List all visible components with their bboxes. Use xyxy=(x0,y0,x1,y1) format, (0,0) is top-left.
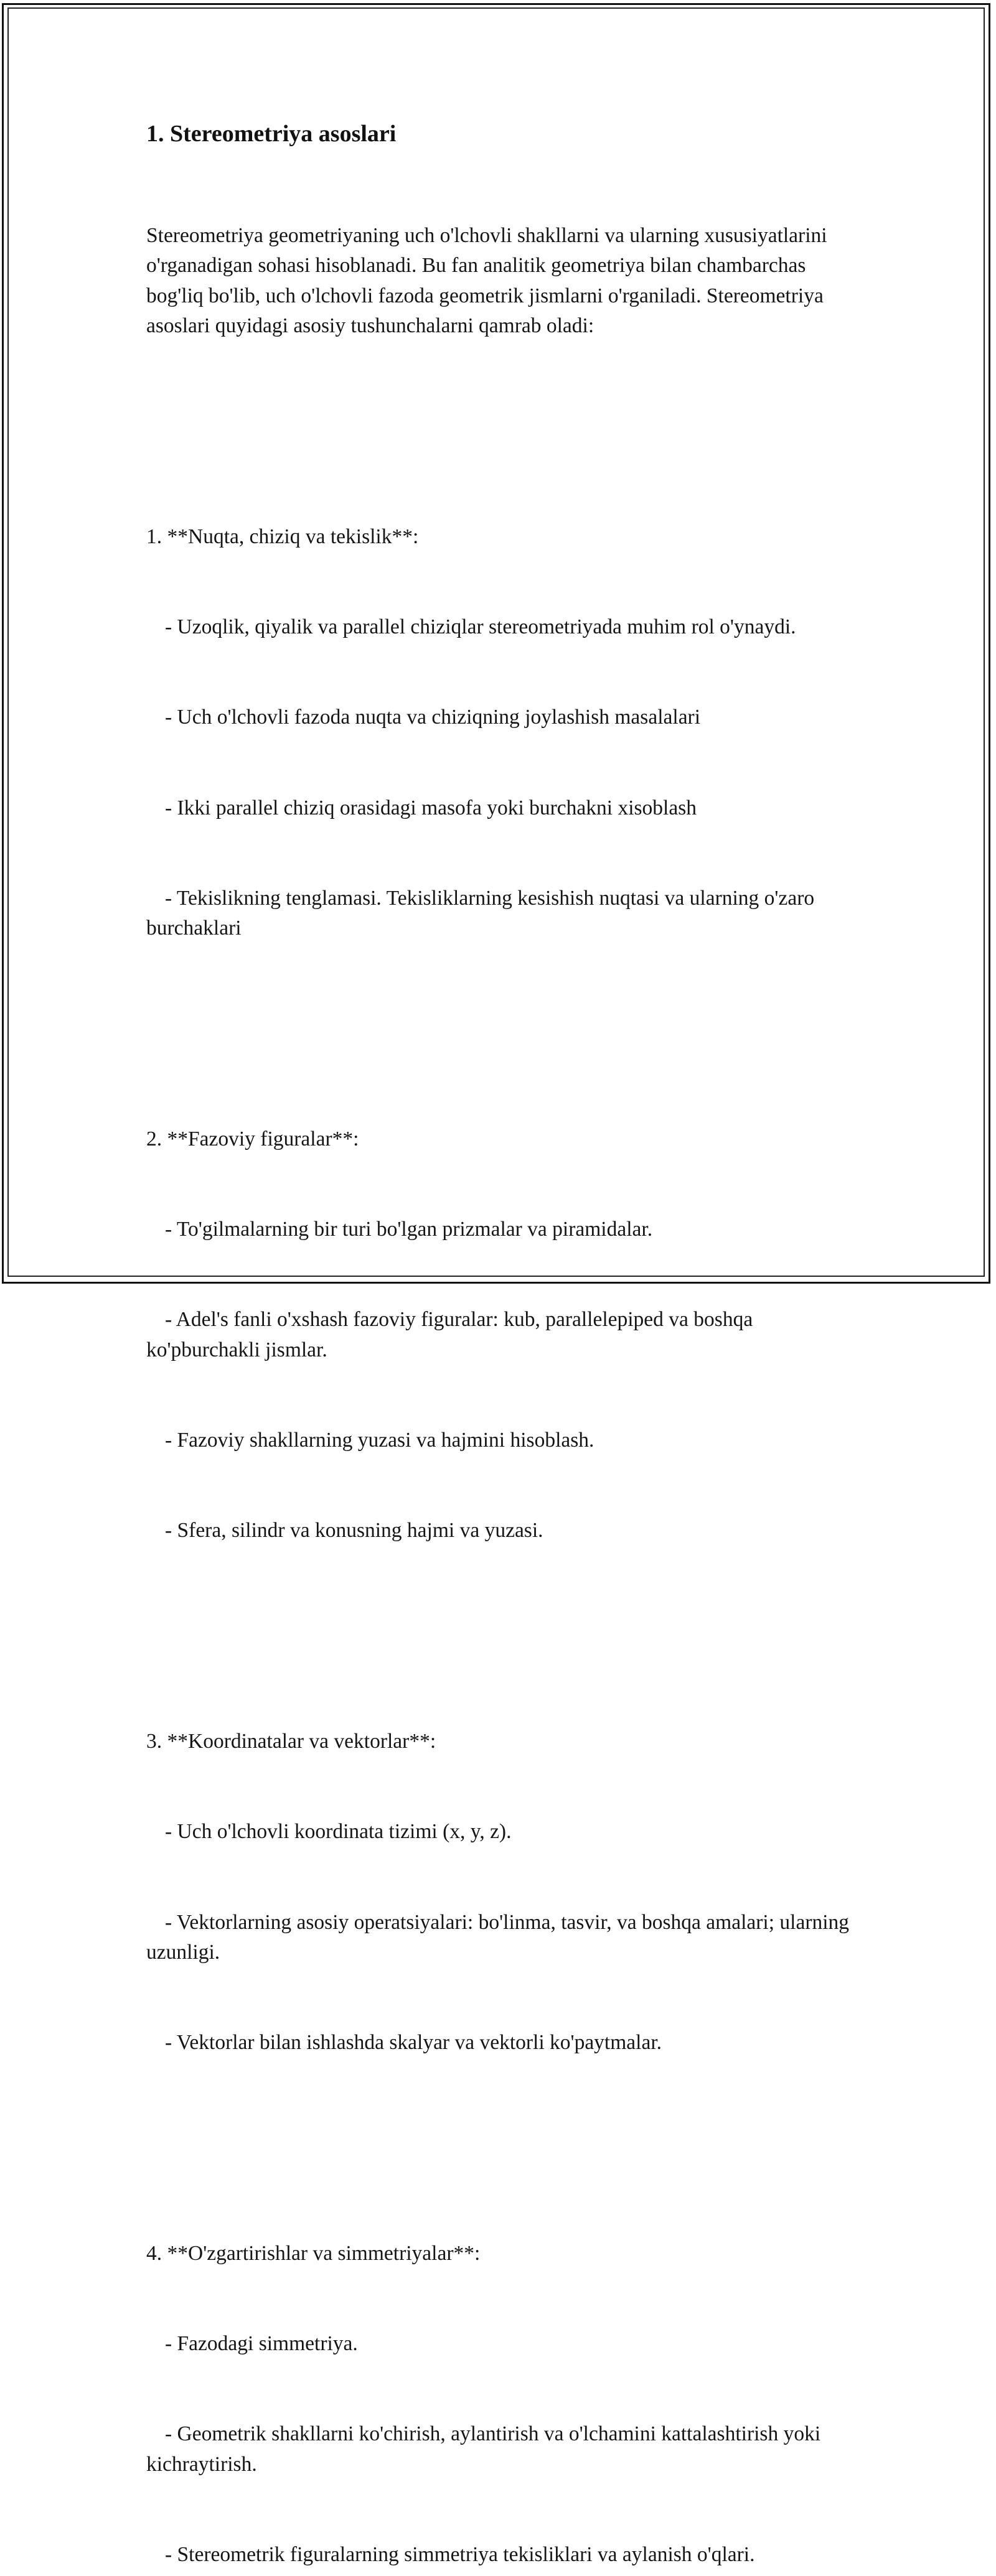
section-heading-2: 2. **Fazoviy figuralar**: xyxy=(146,1127,359,1150)
list-item: - Adel's fanli o'xshash fazoviy figuralar: kub, parallelepiped va boshqa ko'pburchakli jismlar. xyxy=(146,1308,758,1361)
list-item: - Sfera, silindr va konusning hajmi va yuzasi. xyxy=(165,1519,543,1542)
list-item: - Uch o'lchovli fazoda nuqta va chiziqning joylashish masalalari xyxy=(165,706,701,729)
list-item: - Geometrik shakllarni ko'chirish, aylantirish va o'lchamini kattalashtirish yoki kichraytirish. xyxy=(146,2422,826,2476)
list-item: - Ikki parallel chiziq orasidagi masofa yoki burchakni xisoblash xyxy=(165,796,697,819)
spacer xyxy=(146,401,856,431)
document-body xyxy=(146,116,856,2576)
list-item: - Uch o'lchovli koordinata tizimi (x, y, z). xyxy=(165,1820,512,1844)
document-title: 1. Stereometriya asoslari xyxy=(146,121,397,147)
list-item: - Vektorlar bilan ishlashda skalyar va vektorli ko'paytmalar. xyxy=(165,2031,662,2055)
list-item: - Tekislikning tenglamasi. Tekisliklarning kesishish nuqtasi va ularning o'zaro burchaklari xyxy=(146,886,820,940)
list-item: - Stereometrik figuralarning simmetriya tekisliklari va aylanish o'qlari. xyxy=(165,2543,755,2567)
spacer xyxy=(146,1606,856,1636)
list-item: - To'gilmalarning bir turi bo'lgan prizmalar va piramidalar. xyxy=(165,1218,653,1241)
document-text xyxy=(146,161,856,2576)
section-heading-1: 1. **Nuqta, chiziq va tekislik**: xyxy=(146,525,419,548)
list-item: - Fazoviy shakllarning yuzasi va hajmini hisoblash. xyxy=(165,1429,594,1452)
section-heading-3: 3. **Koordinatalar va vektorlar**: xyxy=(146,1730,436,1753)
spacer xyxy=(146,2118,856,2148)
list-item: - Fazodagi simmetriya. xyxy=(165,2332,358,2356)
spacer xyxy=(146,1004,856,1034)
intro-paragraph: Stereometriya geometriyaning uch o'lchovli shakllarni va ularning xususiyatlarini o'rganadigan sohasi hisoblanadi. Bu fan analitik geometriya bilan chambarchas bog'liq bo'lib, uch o'lchovli fazoda geometrik jismlarni o'rganiladi. Stereometriya asoslari quyidagi asosiy tushunchalarni qamrab oladi: xyxy=(146,223,832,338)
list-item: - Uzoqlik, qiyalik va parallel chiziqlar stereometriyada muhim rol o'ynaydi. xyxy=(165,615,796,639)
list-item: - Vektorlarning asosiy operatsiyalari: bo'linma, tasvir, va boshqa amalari; ularning uzunligi. xyxy=(146,1910,855,1964)
section-heading-4: 4. **O'zgartirishlar va simmetriyalar**: xyxy=(146,2241,481,2265)
